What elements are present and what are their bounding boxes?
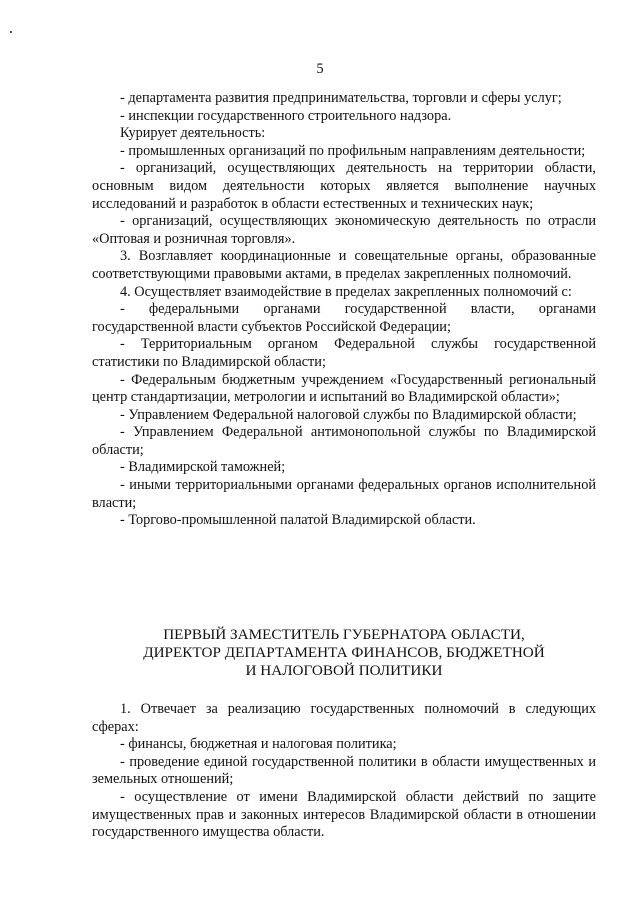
page-number: 5 — [316, 61, 324, 77]
section-heading — [92, 626, 596, 680]
list-item: - осуществление от имени Владимирской области действий по защите имущественных прав и законных интересов Владимирской области в отношении государственного имущества области. — [92, 788, 596, 841]
duties-list-continued — [92, 90, 596, 530]
list-item: - Владимирской таможней; — [120, 459, 286, 476]
list-item: - организаций, осуществляющих деятельность на территории области, основным видом деятельности которых является выполнение научных исследований и разработок в области естественных и технических наук; — [92, 160, 596, 212]
list-item: - промышленных организаций по профильным направлениям деятельности; — [120, 142, 586, 159]
list-item: - финансы, бюджетная и налоговая политика; — [120, 736, 397, 753]
paragraph: Курирует деятельность: — [120, 125, 266, 142]
scan-mark — [10, 31, 12, 33]
first-deputy-duties — [92, 701, 596, 842]
list-item: - организаций, осуществляющих экономическую деятельность по отрасли «Оптовая и розничная торговля». — [92, 213, 596, 247]
list-item: - иными территориальными органами федеральных органов исполнительной власти; — [92, 477, 596, 511]
list-item: - Федеральным бюджетным учреждением «Государственный региональный центр стандартизации, метрологии и испытаний во Владимирской области»; — [92, 371, 596, 406]
list-item: - Управлением Федеральной антимонопольной службы по Владимирской области; — [92, 424, 596, 458]
list-item: - Управлением Федеральной налоговой службы по Владимирской области; — [120, 406, 577, 423]
list-item: - проведение единой государственной политики в области имущественных и земельных отношений; — [92, 753, 596, 788]
list-item: - департамента развития предпринимательства, торговли и сферы услуг; — [120, 90, 562, 106]
list-item: - Торгово-промышленной палатой Владимирской области. — [120, 512, 476, 529]
section-heading-line: ПЕРВЫЙ ЗАМЕСТИТЕЛЬ ГУБЕРНАТОРА ОБЛАСТИ, — [163, 626, 525, 643]
paragraph: 1. Отвечает за реализацию государственных полномочий в следующих сферах: — [92, 701, 596, 735]
paragraph: 3. Возглавляет координационные и совещательные органы, образованные соответствующими правовыми актами, в пределах закрепленных полномочий. — [92, 248, 596, 282]
list-item: - инспекции государственного строительного надзора. — [120, 107, 452, 124]
paragraph: 4. Осуществляет взаимодействие в пределах закрепленных полномочий с: — [120, 283, 572, 300]
section-heading-line: ДИРЕКТОР ДЕПАРТАМЕНТА ФИНАНСОВ, БЮДЖЕТНОЙ — [143, 644, 545, 661]
list-item: - федеральными органами государственной власти, органами государственной власти субъектов Российской Федерации; — [92, 301, 596, 335]
list-item: - Территориальным органом Федеральной службы государственной статистики по Владимирской области; — [92, 336, 596, 370]
section-heading-line: И НАЛОГОВОЙ ПОЛИТИКИ — [245, 662, 443, 679]
